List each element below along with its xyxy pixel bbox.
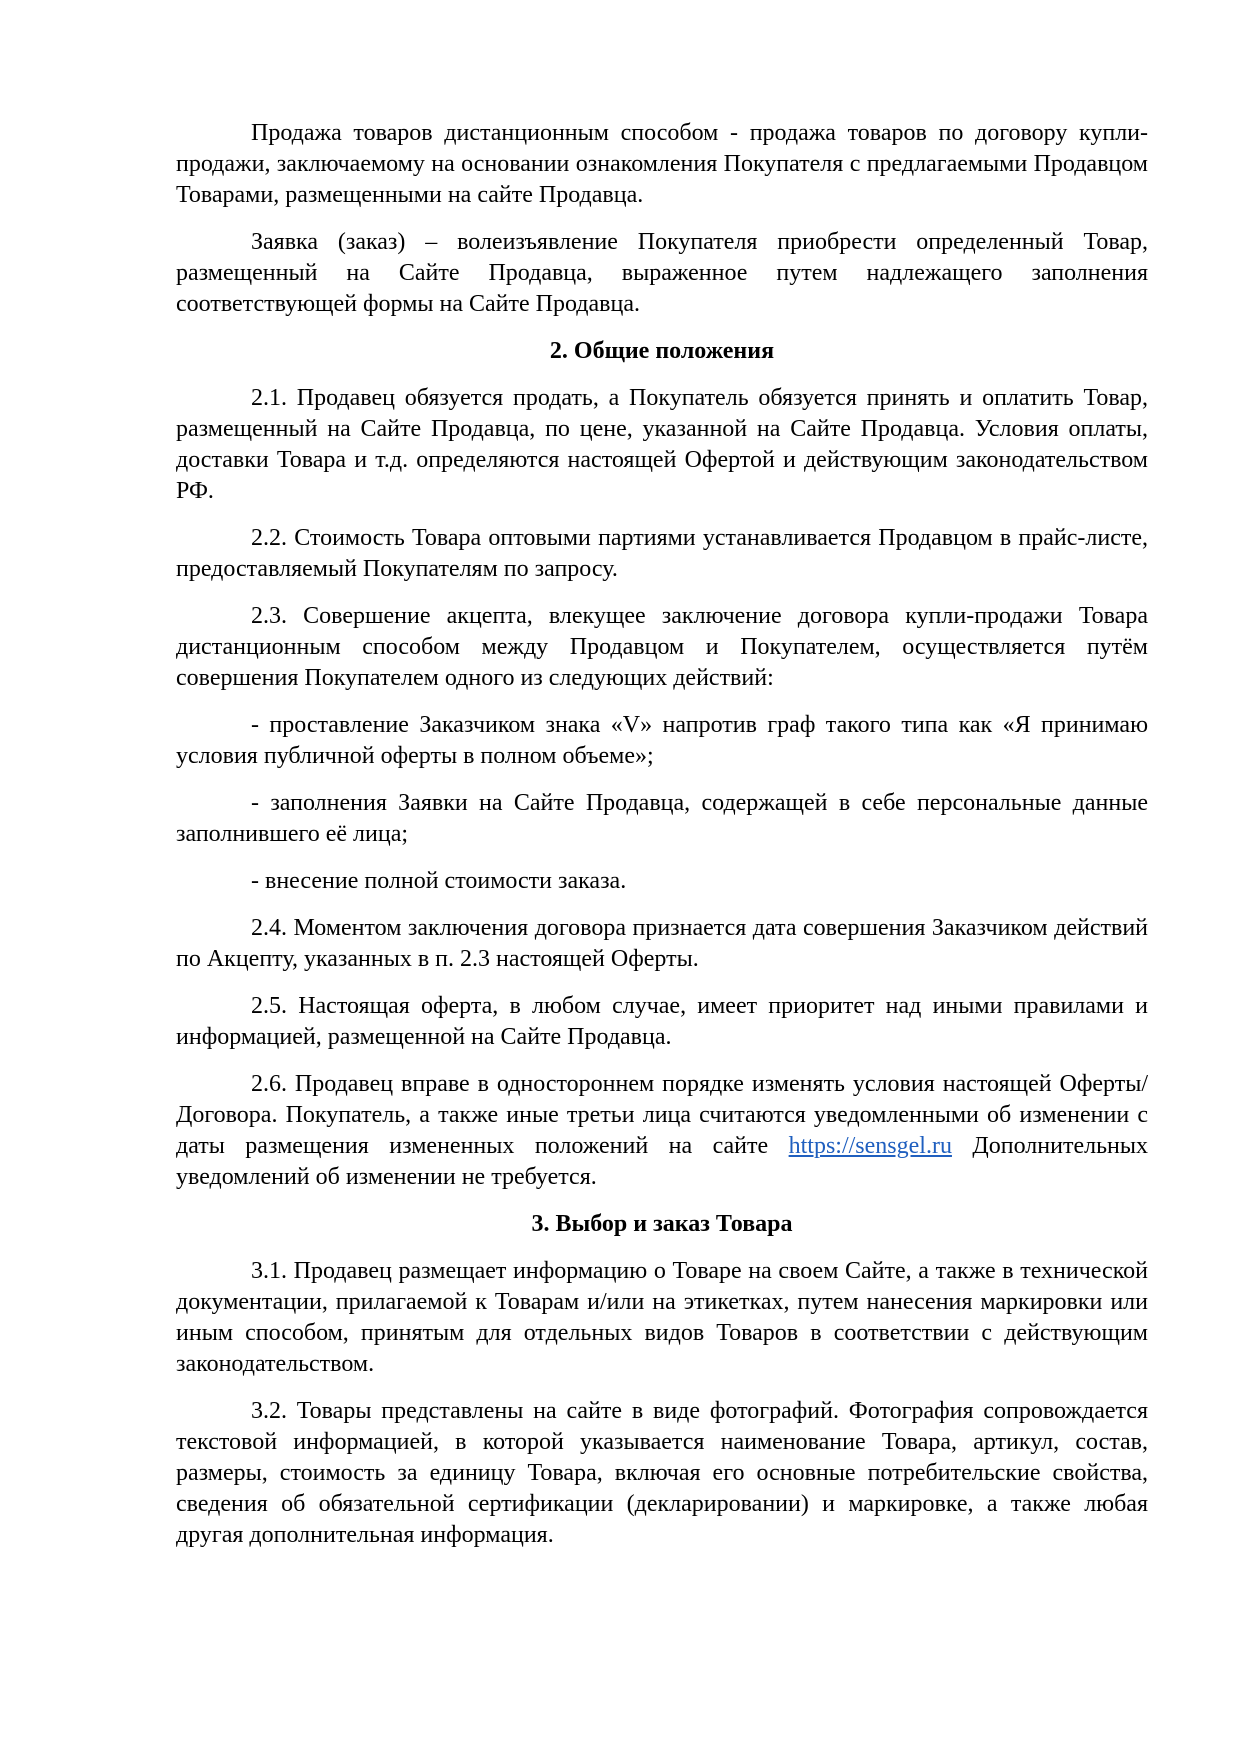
clause-2-2: 2.2. Стоимость Товара оптовыми партиями устанавливается Продавцом в прайс-листе, предоставляемый Покупателям по запросу. bbox=[176, 525, 1148, 582]
clause-2-6-tail: Дополнительных уведомлений об изменении не требуется. bbox=[176, 1133, 1148, 1190]
clause-2-3-item-3: - внесение полной стоимости заказа. bbox=[251, 868, 627, 894]
section-2-heading: 2. Общие положения bbox=[549, 338, 775, 364]
definition-order: Заявка (заказ) – волеизъявление Покупателя приобрести определенный Товар, размещенный на Сайте Продавца, выраженное путем надлежащего заполнения соответствующей формы на Сайте Продавца. bbox=[176, 229, 1148, 317]
clause-2-6-text: 2.6. Продавец вправе в одностороннем порядке изменять условия настоящей Оферты/Договора. Покупатель, а также иные третьи лица считаются уведомленными об изменении с даты размещения измененных положений на сайте bbox=[176, 1071, 1148, 1159]
site-link[interactable]: https://sensgel.ru bbox=[788, 1133, 952, 1159]
clause-3-2: 3.2. Товары представлены на сайте в виде фотографий. Фотография сопровождается текстовой информацией, в которой указывается наименование Товара, артикул, состав, размеры, стоимость за единицу Товара, включая его основные потребительские свойства, сведения об обязательной сертификации (декларировании) и маркировке, а также любая другая дополнительная информация. bbox=[176, 1398, 1148, 1548]
definition-distance-sale: Продажа товаров дистанционным способом - продажа товаров по договору купли-продажи, заключаемому на основании ознакомления Покупателя с предлагаемыми Продавцом Товарами, размещенными на сайте Продавца. bbox=[176, 120, 1148, 208]
clause-2-3-item-2: - заполнения Заявки на Сайте Продавца, содержащей в себе персональные данные заполнившего её лица; bbox=[176, 790, 1148, 847]
clause-2-6 bbox=[176, 1069, 1148, 1193]
section-3-heading: 3. Выбор и заказ Товара bbox=[531, 1211, 793, 1237]
document-page bbox=[176, 118, 1148, 1567]
clause-2-4: 2.4. Моментом заключения договора признается дата совершения Заказчиком действий по Акцепту, указанных в п. 2.3 настоящей Оферты. bbox=[176, 915, 1148, 972]
clause-2-1: 2.1. Продавец обязуется продать, а Покупатель обязуется принять и оплатить Товар, размещенный на Сайте Продавца, по цене, указанной на Сайте Продавца. Условия оплаты, доставки Товара и т.д. определяются настоящей Офертой и действующим законодательством РФ. bbox=[176, 385, 1148, 504]
clause-2-3-item-1: - проставление Заказчиком знака «V» напротив граф такого типа как «Я принимаю условия публичной оферты в полном объеме»; bbox=[176, 712, 1148, 769]
clause-2-5: 2.5. Настоящая оферта, в любом случае, имеет приоритет над иными правилами и информацией, размещенной на Сайте Продавца. bbox=[176, 993, 1148, 1050]
clause-2-3: 2.3. Совершение акцепта, влекущее заключение договора купли-продажи Товара дистанционным способом между Продавцом и Покупателем, осуществляется путём совершения Покупателем одного из следующих действий: bbox=[176, 603, 1148, 691]
clause-3-1: 3.1. Продавец размещает информацию о Товаре на своем Сайте, а также в технической документации, прилагаемой к Товарам и/или на этикетках, путем нанесения маркировки или иным способом, принятым для отдельных видов Товаров в соответствии с действующим законодательством. bbox=[176, 1258, 1148, 1377]
